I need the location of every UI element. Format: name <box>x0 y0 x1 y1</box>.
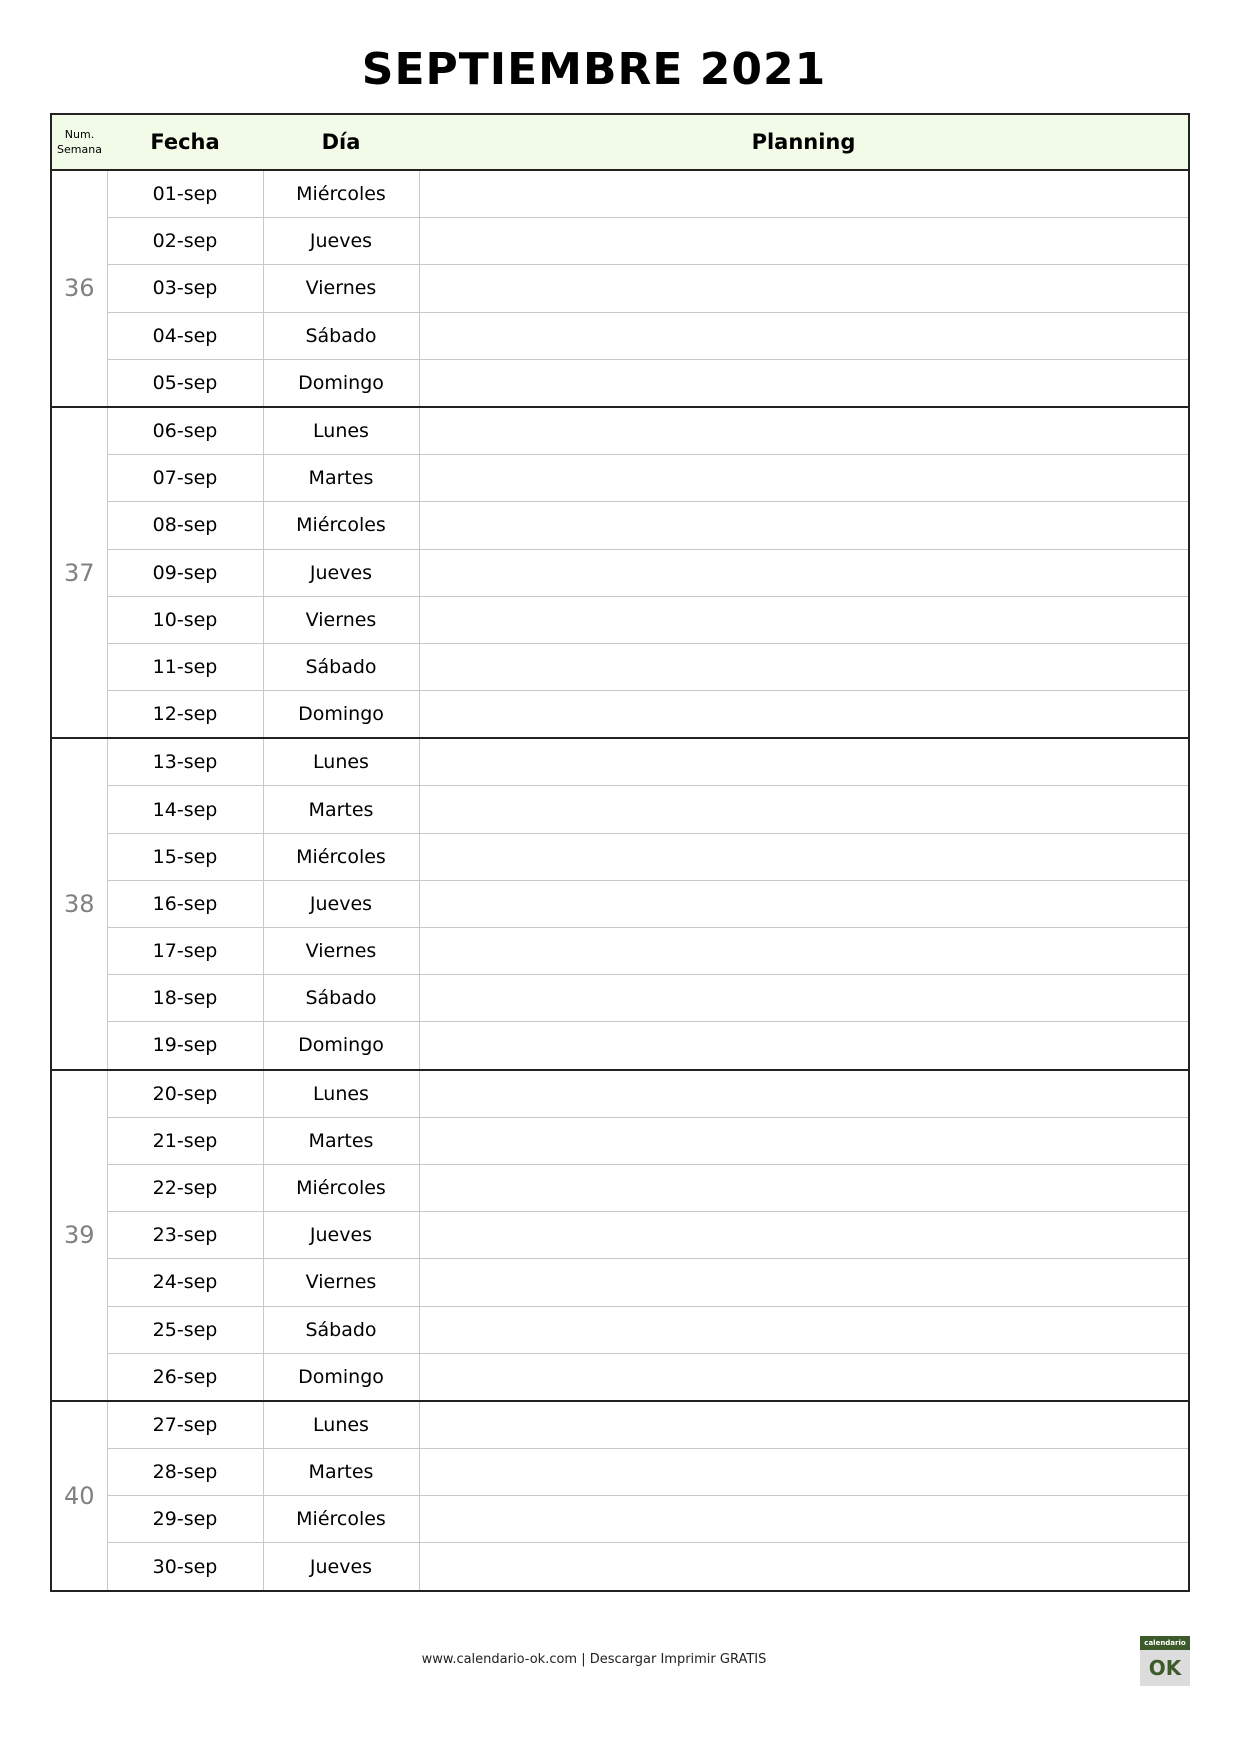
day-cell: Martes <box>263 1449 419 1496</box>
date-cell: 18-sep <box>107 975 263 1022</box>
day-cell: Jueves <box>263 1543 419 1591</box>
date-cell: 01-sep <box>107 170 263 218</box>
day-cell: Miércoles <box>263 833 419 880</box>
week-number-header <box>51 114 107 170</box>
planning-header: Planning <box>419 114 1189 170</box>
logo-bottom-text: OK <box>1148 1656 1182 1680</box>
day-row <box>51 265 1189 312</box>
planning-cell[interactable] <box>419 312 1189 359</box>
planning-cell[interactable] <box>419 1212 1189 1259</box>
date-cell: 14-sep <box>107 786 263 833</box>
date-cell: 07-sep <box>107 455 263 502</box>
planning-cell[interactable] <box>419 1449 1189 1496</box>
day-cell: Lunes <box>263 407 419 455</box>
day-header: Día <box>263 114 419 170</box>
logo-top-text: calendario <box>1140 1636 1190 1650</box>
day-cell: Miércoles <box>263 1164 419 1211</box>
calendario-ok-logo[interactable] <box>1140 1636 1190 1686</box>
week-number: 40 <box>51 1401 107 1591</box>
date-cell: 26-sep <box>107 1353 263 1401</box>
day-row <box>51 880 1189 927</box>
planner-table <box>50 113 1190 1592</box>
day-row <box>51 833 1189 880</box>
day-cell: Viernes <box>263 928 419 975</box>
planning-cell[interactable] <box>419 1353 1189 1401</box>
planning-cell[interactable] <box>419 1117 1189 1164</box>
date-cell: 05-sep <box>107 359 263 407</box>
day-cell: Domingo <box>263 691 419 739</box>
day-cell: Jueves <box>263 1212 419 1259</box>
day-row <box>51 928 1189 975</box>
day-cell: Jueves <box>263 880 419 927</box>
day-cell: Lunes <box>263 1401 419 1449</box>
date-cell: 09-sep <box>107 549 263 596</box>
day-cell: Sábado <box>263 975 419 1022</box>
planning-cell[interactable] <box>419 549 1189 596</box>
day-row <box>51 1306 1189 1353</box>
day-row <box>51 218 1189 265</box>
day-cell: Martes <box>263 455 419 502</box>
date-cell: 23-sep <box>107 1212 263 1259</box>
day-row <box>51 1070 1189 1118</box>
date-cell: 06-sep <box>107 407 263 455</box>
planning-cell[interactable] <box>419 218 1189 265</box>
week-header-line2: Semana <box>57 143 102 156</box>
footer-text: www.calendario-ok.com | Descargar Imprimir GRATIS <box>421 1652 767 1667</box>
date-cell: 02-sep <box>107 218 263 265</box>
day-cell: Jueves <box>263 549 419 596</box>
day-cell: Viernes <box>263 596 419 643</box>
date-cell: 16-sep <box>107 880 263 927</box>
week-number: 37 <box>51 407 107 738</box>
day-row <box>51 359 1189 407</box>
day-cell: Miércoles <box>263 502 419 549</box>
day-cell: Domingo <box>263 359 419 407</box>
planning-cell[interactable] <box>419 1164 1189 1211</box>
day-cell: Sábado <box>263 312 419 359</box>
date-cell: 27-sep <box>107 1401 263 1449</box>
day-row <box>51 1212 1189 1259</box>
planning-cell[interactable] <box>419 1401 1189 1449</box>
date-cell: 20-sep <box>107 1070 263 1118</box>
date-cell: 25-sep <box>107 1306 263 1353</box>
planning-cell[interactable] <box>419 596 1189 643</box>
planning-cell[interactable] <box>419 786 1189 833</box>
day-row <box>51 407 1189 455</box>
planning-cell[interactable] <box>419 359 1189 407</box>
day-row <box>51 786 1189 833</box>
day-cell: Lunes <box>263 1070 419 1118</box>
day-cell: Martes <box>263 786 419 833</box>
planning-cell[interactable] <box>419 643 1189 690</box>
date-cell: 15-sep <box>107 833 263 880</box>
day-cell: Sábado <box>263 1306 419 1353</box>
day-row <box>51 312 1189 359</box>
day-row <box>51 1496 1189 1543</box>
week-header-line1: Num. <box>64 128 95 141</box>
day-cell: Jueves <box>263 218 419 265</box>
week-number: 36 <box>51 170 107 407</box>
planning-cell[interactable] <box>419 1496 1189 1543</box>
day-row <box>51 1449 1189 1496</box>
planning-cell[interactable] <box>419 975 1189 1022</box>
day-cell: Sábado <box>263 643 419 690</box>
day-cell: Viernes <box>263 265 419 312</box>
day-row <box>51 1164 1189 1211</box>
date-cell: 08-sep <box>107 502 263 549</box>
day-cell: Lunes <box>263 738 419 786</box>
planning-cell[interactable] <box>419 1543 1189 1591</box>
date-cell: 29-sep <box>107 1496 263 1543</box>
date-cell: 21-sep <box>107 1117 263 1164</box>
planning-cell[interactable] <box>419 502 1189 549</box>
date-cell: 19-sep <box>107 1022 263 1070</box>
day-row <box>51 170 1189 218</box>
date-cell: 12-sep <box>107 691 263 739</box>
date-cell: 03-sep <box>107 265 263 312</box>
day-row <box>51 549 1189 596</box>
day-cell: Miércoles <box>263 1496 419 1543</box>
day-row <box>51 1401 1189 1449</box>
planning-cell[interactable] <box>419 1306 1189 1353</box>
planning-cell[interactable] <box>419 455 1189 502</box>
day-row <box>51 1353 1189 1401</box>
date-cell: 10-sep <box>107 596 263 643</box>
date-cell: 11-sep <box>107 643 263 690</box>
day-row <box>51 1117 1189 1164</box>
planner-header <box>51 114 1189 170</box>
day-cell: Viernes <box>263 1259 419 1306</box>
day-cell: Domingo <box>263 1353 419 1401</box>
day-row <box>51 1543 1189 1591</box>
planning-cell[interactable] <box>419 880 1189 927</box>
day-row <box>51 455 1189 502</box>
day-row <box>51 502 1189 549</box>
planning-cell[interactable] <box>419 265 1189 312</box>
planner-body <box>51 170 1189 1591</box>
planning-cell[interactable] <box>419 170 1189 218</box>
planning-cell[interactable] <box>419 833 1189 880</box>
day-cell: Miércoles <box>263 170 419 218</box>
planning-cell[interactable] <box>419 691 1189 739</box>
day-cell: Domingo <box>263 1022 419 1070</box>
planning-cell[interactable] <box>419 1022 1189 1070</box>
day-row <box>51 596 1189 643</box>
date-cell: 30-sep <box>107 1543 263 1591</box>
week-number: 38 <box>51 738 107 1069</box>
day-row <box>51 1022 1189 1070</box>
day-row <box>51 975 1189 1022</box>
date-cell: 13-sep <box>107 738 263 786</box>
date-cell: 22-sep <box>107 1164 263 1211</box>
day-row <box>51 738 1189 786</box>
planning-cell[interactable] <box>419 738 1189 786</box>
page-title: SEPTIEMBRE 2021 <box>361 44 827 95</box>
planning-cell[interactable] <box>419 928 1189 975</box>
date-cell: 24-sep <box>107 1259 263 1306</box>
planning-cell[interactable] <box>419 407 1189 455</box>
day-row <box>51 643 1189 690</box>
date-header: Fecha <box>107 114 263 170</box>
planning-cell[interactable] <box>419 1070 1189 1118</box>
day-row <box>51 1259 1189 1306</box>
header-row <box>51 114 1189 170</box>
planning-cell[interactable] <box>419 1259 1189 1306</box>
date-cell: 17-sep <box>107 928 263 975</box>
date-cell: 04-sep <box>107 312 263 359</box>
date-cell: 28-sep <box>107 1449 263 1496</box>
day-row <box>51 691 1189 739</box>
week-number: 39 <box>51 1070 107 1401</box>
day-cell: Martes <box>263 1117 419 1164</box>
